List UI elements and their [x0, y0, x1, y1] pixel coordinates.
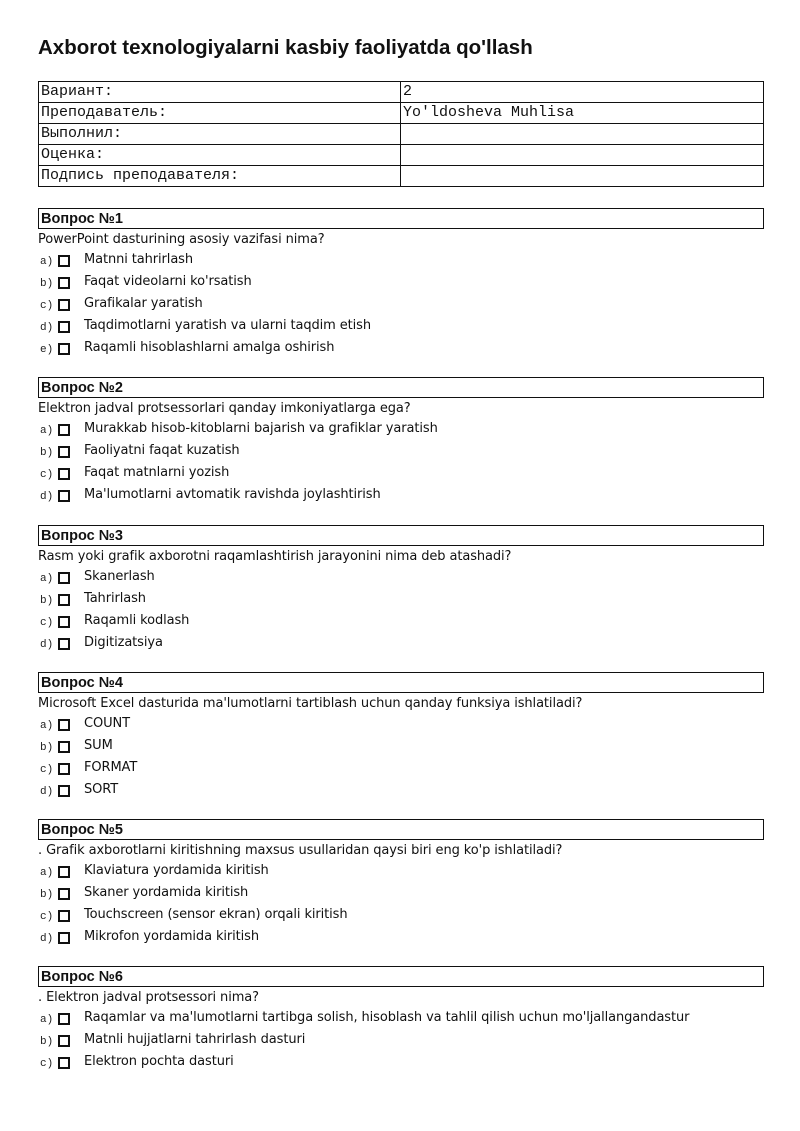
answer-options: [38, 250, 764, 360]
question-text: Rasm yoki grafik axborotni raqamlashtirish jarayonini nima deb atashadi?: [38, 549, 512, 564]
answer-checkbox[interactable]: [58, 763, 70, 775]
option-text: Matnli hujjatlarni tahrirlash dasturi: [84, 1032, 306, 1047]
answer-checkbox[interactable]: [58, 424, 70, 436]
answer-checkbox[interactable]: [58, 1057, 70, 1069]
answer-option[interactable]: [38, 463, 764, 485]
question-header: Вопрос №6: [38, 966, 764, 987]
option-text: Skanerlash: [84, 569, 155, 584]
question-3: [38, 525, 764, 655]
answer-option[interactable]: [38, 758, 764, 780]
info-label: Преподаватель:: [39, 103, 401, 124]
answer-option[interactable]: [38, 736, 764, 758]
answer-checkbox[interactable]: [58, 1035, 70, 1047]
answer-options: [38, 714, 764, 802]
question-header: Вопрос №5: [38, 819, 764, 840]
answer-checkbox[interactable]: [58, 572, 70, 584]
answer-checkbox[interactable]: [58, 594, 70, 606]
option-text: FORMAT: [84, 760, 138, 775]
info-label: Вариант:: [39, 82, 401, 103]
answer-checkbox[interactable]: [58, 490, 70, 502]
option-text: Faoliyatni faqat kuzatish: [84, 443, 240, 458]
option-letter: d): [40, 639, 54, 651]
answer-options: [38, 419, 764, 507]
answer-checkbox[interactable]: [58, 910, 70, 922]
option-text: Touchscreen (sensor ekran) orqali kiritish: [84, 907, 348, 922]
answer-checkbox[interactable]: [58, 888, 70, 900]
option-text: SORT: [84, 782, 119, 797]
option-letter: a): [40, 573, 54, 585]
option-text: Faqat videolarni ko'rsatish: [84, 274, 252, 289]
answer-option[interactable]: [38, 611, 764, 633]
answer-checkbox[interactable]: [58, 866, 70, 878]
option-letter: c): [40, 300, 54, 312]
info-value: Yo'ldosheva Muhlisa: [401, 103, 764, 124]
answer-option[interactable]: [38, 250, 764, 272]
answer-checkbox[interactable]: [58, 468, 70, 480]
answer-options: [38, 1008, 764, 1074]
answer-option[interactable]: [38, 633, 764, 655]
answer-options: [38, 861, 764, 949]
option-letter: a): [40, 256, 54, 268]
option-letter: b): [40, 447, 54, 459]
option-text: Klaviatura yordamida kiritish: [84, 863, 269, 878]
option-letter: c): [40, 617, 54, 629]
question-2: [38, 377, 764, 507]
question-4: [38, 672, 764, 802]
option-letter: a): [40, 425, 54, 437]
option-letter: d): [40, 933, 54, 945]
option-text: SUM: [84, 738, 113, 753]
answer-option[interactable]: [38, 441, 764, 463]
answer-option[interactable]: [38, 1030, 764, 1052]
question-header: Вопрос №1: [38, 208, 764, 229]
option-text: Digitizatsiya: [84, 635, 163, 650]
info-value: 2: [401, 82, 764, 103]
option-letter: b): [40, 889, 54, 901]
option-text: Taqdimotlarni yaratish va ularni taqdim etish: [84, 318, 371, 333]
option-text: Ma'lumotlarni avtomatik ravishda joylashtirish: [84, 487, 381, 502]
option-letter: e): [40, 344, 54, 356]
question-header: Вопрос №3: [38, 525, 764, 546]
page-title: Axborot texnologiyalarni kasbiy faoliyatda qo'llash: [38, 36, 533, 59]
option-letter: c): [40, 469, 54, 481]
info-row-variant: [39, 82, 764, 103]
option-letter: c): [40, 1058, 54, 1070]
option-letter: a): [40, 720, 54, 732]
answer-checkbox[interactable]: [58, 446, 70, 458]
answer-option[interactable]: [38, 294, 764, 316]
option-letter: d): [40, 322, 54, 334]
info-label: Оценка:: [39, 145, 401, 166]
answer-option[interactable]: [38, 1052, 764, 1074]
question-text: . Grafik axborotlarni kiritishning maxsus usullaridan qaysi biri eng ko'p ishlatiladi?: [38, 843, 563, 858]
option-letter: d): [40, 786, 54, 798]
info-row-grade: [39, 145, 764, 166]
option-letter: b): [40, 278, 54, 290]
answer-option[interactable]: [38, 927, 764, 949]
answer-checkbox[interactable]: [58, 1013, 70, 1025]
answer-option[interactable]: [38, 589, 764, 611]
answer-option[interactable]: [38, 714, 764, 736]
option-text: Murakkab hisob-kitoblarni bajarish va grafiklar yaratish: [84, 421, 438, 436]
answer-option[interactable]: [38, 272, 764, 294]
option-text: Faqat matnlarni yozish: [84, 465, 230, 480]
option-letter: c): [40, 764, 54, 776]
info-row-signature: [39, 166, 764, 187]
option-text: Grafikalar yaratish: [84, 296, 203, 311]
answer-checkbox[interactable]: [58, 277, 70, 289]
question-header: Вопрос №2: [38, 377, 764, 398]
answer-option[interactable]: [38, 905, 764, 927]
option-letter: b): [40, 1036, 54, 1048]
option-text: Matnni tahrirlash: [84, 252, 193, 267]
answer-option[interactable]: [38, 316, 764, 338]
option-letter: d): [40, 491, 54, 503]
question-5: [38, 819, 764, 949]
option-text: Raqamli kodlash: [84, 613, 190, 628]
info-label: Подпись преподавателя:: [39, 166, 401, 187]
option-letter: a): [40, 867, 54, 879]
answer-option[interactable]: [38, 419, 764, 441]
info-value: [401, 124, 764, 145]
option-text: COUNT: [84, 716, 130, 731]
answer-option[interactable]: [38, 567, 764, 589]
answer-checkbox[interactable]: [58, 255, 70, 267]
answer-option[interactable]: [38, 883, 764, 905]
answer-checkbox[interactable]: [58, 785, 70, 797]
option-letter: b): [40, 742, 54, 754]
answer-option[interactable]: [38, 1008, 764, 1030]
option-text: Tahrirlash: [84, 591, 146, 606]
question-text: Elektron jadval protsessorlari qanday imkoniyatlarga ega?: [38, 401, 411, 416]
answer-checkbox[interactable]: [58, 616, 70, 628]
question-text: . Elektron jadval protsessori nima?: [38, 990, 259, 1005]
option-text: Elektron pochta dasturi: [84, 1054, 234, 1069]
answer-options: [38, 567, 764, 655]
answer-checkbox[interactable]: [58, 299, 70, 311]
question-header: Вопрос №4: [38, 672, 764, 693]
option-letter: b): [40, 595, 54, 607]
info-value: [401, 145, 764, 166]
option-letter: a): [40, 1014, 54, 1026]
student-info-table: [38, 81, 764, 187]
info-row-student: [39, 124, 764, 145]
info-value: [401, 166, 764, 187]
info-label: Выполнил:: [39, 124, 401, 145]
question-1: [38, 208, 764, 360]
option-text: Raqamlar va ma'lumotlarni tartibga solish, hisoblash va tahlil qilish uchun mo'ljallangandastur: [84, 1010, 690, 1025]
answer-checkbox[interactable]: [58, 932, 70, 944]
option-text: Raqamli hisoblashlarni amalga oshirish: [84, 340, 335, 355]
option-text: Mikrofon yordamida kiritish: [84, 929, 259, 944]
option-letter: c): [40, 911, 54, 923]
answer-checkbox[interactable]: [58, 741, 70, 753]
answer-option[interactable]: [38, 338, 764, 360]
answer-option[interactable]: [38, 861, 764, 883]
question-6: [38, 966, 764, 1074]
info-row-teacher: [39, 103, 764, 124]
answer-checkbox[interactable]: [58, 343, 70, 355]
question-text: PowerPoint dasturining asosiy vazifasi nima?: [38, 232, 325, 247]
answer-checkbox[interactable]: [58, 638, 70, 650]
answer-option[interactable]: [38, 485, 764, 507]
answer-checkbox[interactable]: [58, 321, 70, 333]
answer-option[interactable]: [38, 780, 764, 802]
answer-checkbox[interactable]: [58, 719, 70, 731]
option-text: Skaner yordamida kiritish: [84, 885, 249, 900]
question-text: Microsoft Excel dasturida ma'lumotlarni tartiblash uchun qanday funksiya ishlatiladi?: [38, 696, 583, 711]
